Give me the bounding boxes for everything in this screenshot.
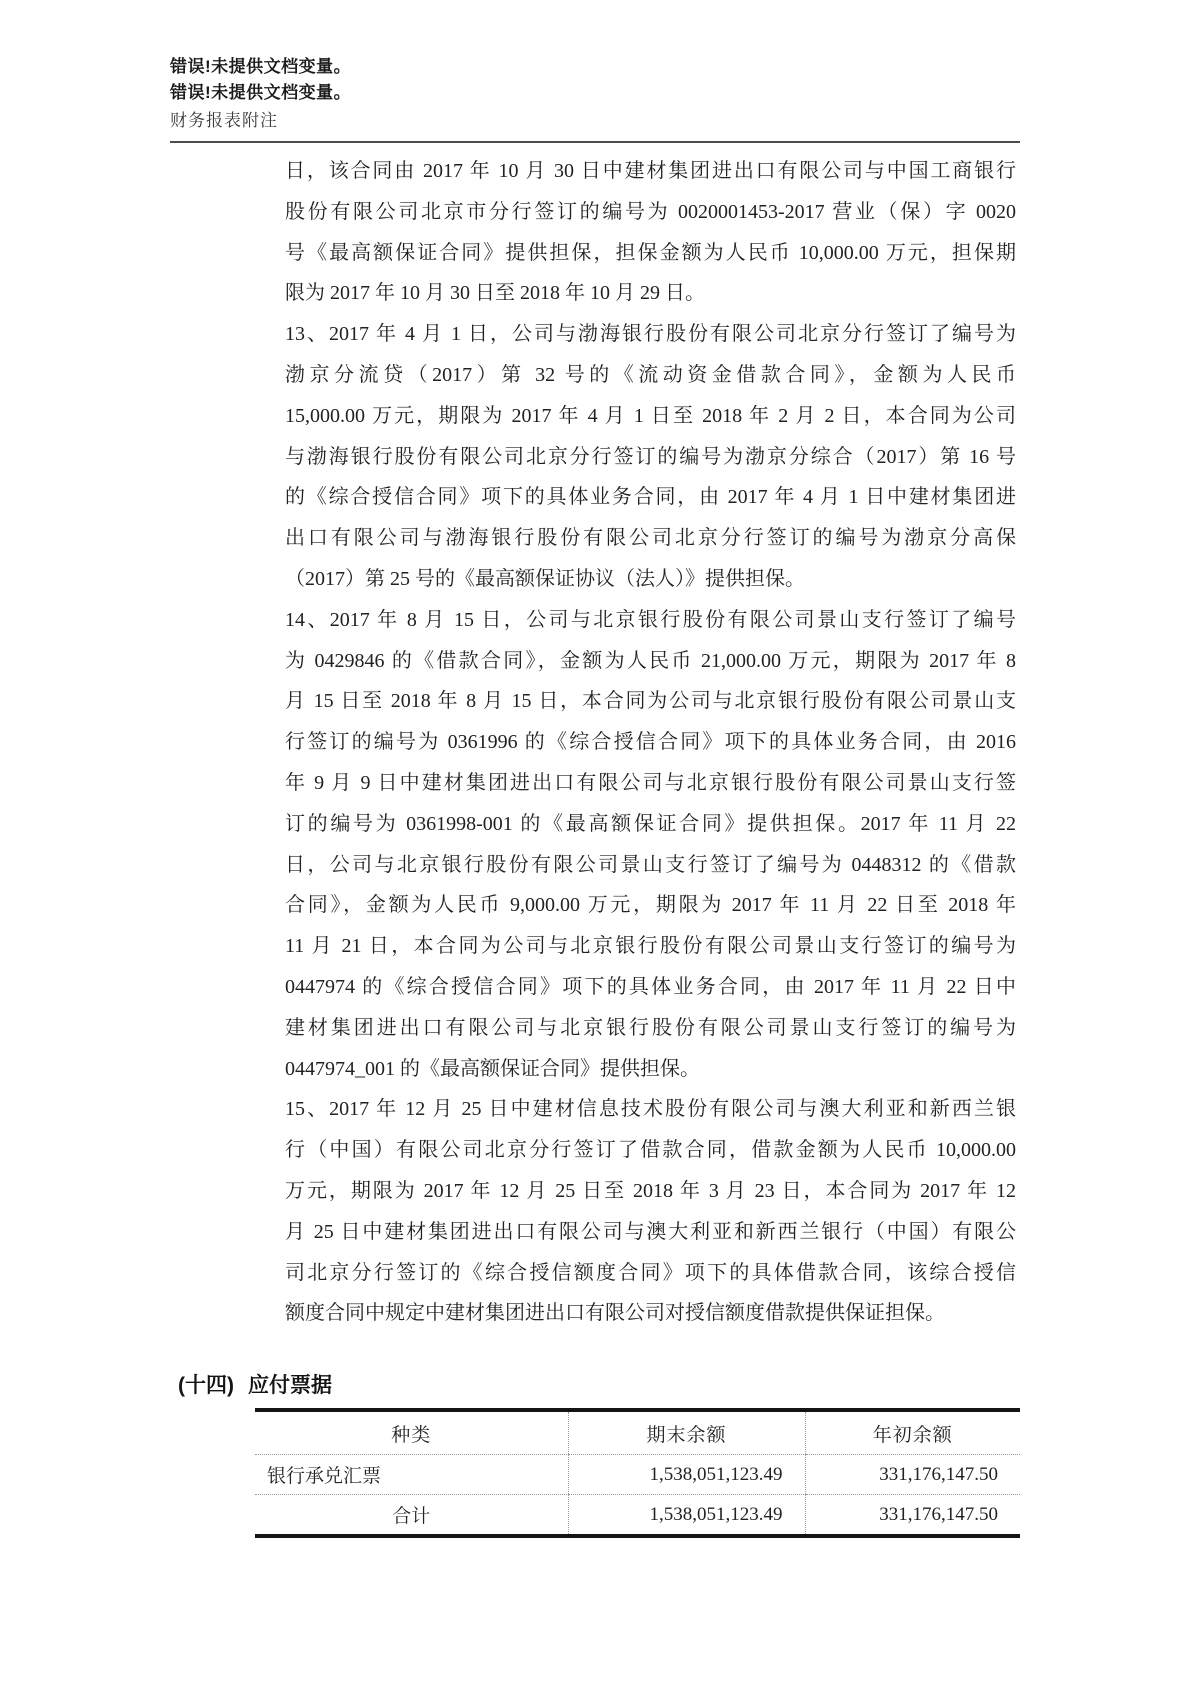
body-text-line: 11 月 21 日，本合同为公司与北京银行股份有限公司景山支行签订的编号为 bbox=[285, 935, 1016, 958]
body-text-line: 订的编号为 0361998-001 的《最高额保证合同》提供担保。2017 年 11 月 22 bbox=[285, 812, 1016, 835]
body-text-line: 日，该合同由 2017 年 10 月 30 日中建材集团进出口有限公司与中国工商银行 bbox=[285, 160, 1016, 182]
body-text-line: 限为 2017 年 10 月 30 日至 2018 年 10 月 29 日。 bbox=[285, 282, 705, 305]
body-text-line: 建材集团进出口有限公司与北京银行股份有限公司景山支行签订的编号为 bbox=[285, 1016, 1016, 1039]
table-row-total bbox=[255, 1495, 1020, 1537]
body-text-line: 行（中国）有限公司北京分行签订了借款合同，借款金额为人民币 10,000.00 bbox=[285, 1139, 1016, 1162]
body-text-line: 14、2017 年 8 月 15 日，公司与北京银行股份有限公司景山支行签订了编号 bbox=[285, 608, 1016, 631]
column-header-beginning-balance: 年初余额 bbox=[805, 1410, 1020, 1455]
body-text-line: 合同》，金额为人民币 9,000.00 万元，期限为 2017 年 11 月 22 日至 2018 年 bbox=[285, 894, 1016, 917]
notes-body bbox=[285, 151, 1016, 1334]
body-text-line: 日，公司与北京银行股份有限公司景山支行签订了编号为 0448312 的《借款 bbox=[285, 853, 1016, 876]
body-text-line: 万元，期限为 2017 年 12 月 25 日至 2018 年 3 月 23 日，本合同为 2017 年 12 bbox=[285, 1179, 1016, 1202]
body-text-line: 15、2017 年 12 月 25 日中建材信息技术股份有限公司与澳大利亚和新西兰银 bbox=[285, 1098, 1016, 1121]
cell-total-ending-balance: 1,538,051,123.49 bbox=[568, 1495, 805, 1537]
body-text-line: 渤京分流贷（2017）第 32 号的《流动资金借款合同》，金额为人民币 bbox=[285, 363, 1016, 386]
cell-beginning-balance: 331,176,147.50 bbox=[805, 1455, 1020, 1495]
body-text-line: 13、2017 年 4 月 1 日，公司与渤海银行股份有限公司北京分行签订了编号为 bbox=[285, 323, 1016, 346]
body-text-line: 司北京分行签订的《综合授信额度合同》项下的具体借款合同，该综合授信 bbox=[285, 1261, 1016, 1284]
body-text-line: 0447974 的《综合授信合同》项下的具体业务合同，由 2017 年 11 月 22 日中 bbox=[285, 975, 1016, 998]
body-text-line: （2017）第 25 号的《最高额保证协议（法人）》提供担保。 bbox=[285, 567, 805, 590]
body-text-line: 为 0429846 的《借款合同》，金额为人民币 21,000.00 万元，期限为 2017 年 8 bbox=[285, 649, 1016, 672]
body-text-line: 号《最高额保证合同》提供担保，担保金额为人民币 10,000.00 万元，担保期 bbox=[285, 241, 1016, 264]
notes-payable-table bbox=[255, 1408, 1020, 1538]
body-text-line: 股份有限公司北京市分行签订的编号为 0020001453-2017 营业（保）字 0020 bbox=[285, 200, 1016, 223]
body-text-line: 与渤海银行股份有限公司北京分行签订的编号为渤京分综合（2017）第 16 号 bbox=[285, 445, 1016, 468]
body-text-line: 年 9 月 9 日中建材集团进出口有限公司与北京银行股份有限公司景山支行签 bbox=[285, 771, 1016, 794]
page-header bbox=[170, 54, 1020, 143]
header-error-line-1: 错误!未提供文档变量。 bbox=[170, 57, 352, 76]
body-text-line: 额度合同中规定中建材集团进出口有限公司对授信额度借款提供保证担保。 bbox=[285, 1302, 945, 1325]
body-text-line: 15,000.00 万元，期限为 2017 年 4 月 1 日至 2018 年 2 月 2 日，本合同为公司 bbox=[285, 404, 1016, 427]
section-heading bbox=[178, 1371, 332, 1401]
header-subtitle: 财务报表附注 bbox=[170, 111, 278, 130]
cell-ending-balance: 1,538,051,123.49 bbox=[568, 1455, 805, 1495]
body-text-line: 0447974_001 的《最高额保证合同》提供担保。 bbox=[285, 1057, 700, 1080]
cell-type: 银行承兑汇票 bbox=[255, 1455, 568, 1495]
table-row-bank-acceptance bbox=[255, 1455, 1020, 1495]
table-header-row bbox=[255, 1410, 1020, 1455]
body-text-line: 行签订的编号为 0361996 的《综合授信合同》项下的具体业务合同，由 2016 bbox=[285, 731, 1016, 754]
body-text-line: 月 25 日中建材集团进出口有限公司与澳大利亚和新西兰银行（中国）有限公 bbox=[285, 1220, 1016, 1243]
section-title: 应付票据 bbox=[248, 1374, 332, 1397]
body-text-line: 月 15 日至 2018 年 8 月 15 日，本合同为公司与北京银行股份有限公司景山支 bbox=[285, 690, 1016, 713]
cell-total-label: 合计 bbox=[392, 1506, 431, 1527]
body-text-line: 出口有限公司与渤海银行股份有限公司北京分行签订的编号为渤京分高保 bbox=[285, 527, 1016, 550]
column-header-ending-balance: 期末余额 bbox=[568, 1410, 805, 1455]
section-number: (十四) bbox=[178, 1374, 234, 1397]
column-header-type: 种类 bbox=[255, 1410, 568, 1455]
header-divider bbox=[170, 141, 1020, 143]
header-error-line-2: 错误!未提供文档变量。 bbox=[170, 83, 352, 102]
body-text-line: 的《综合授信合同》项下的具体业务合同，由 2017 年 4 月 1 日中建材集团进 bbox=[285, 486, 1016, 509]
cell-total-beginning-balance: 331,176,147.50 bbox=[805, 1495, 1020, 1537]
